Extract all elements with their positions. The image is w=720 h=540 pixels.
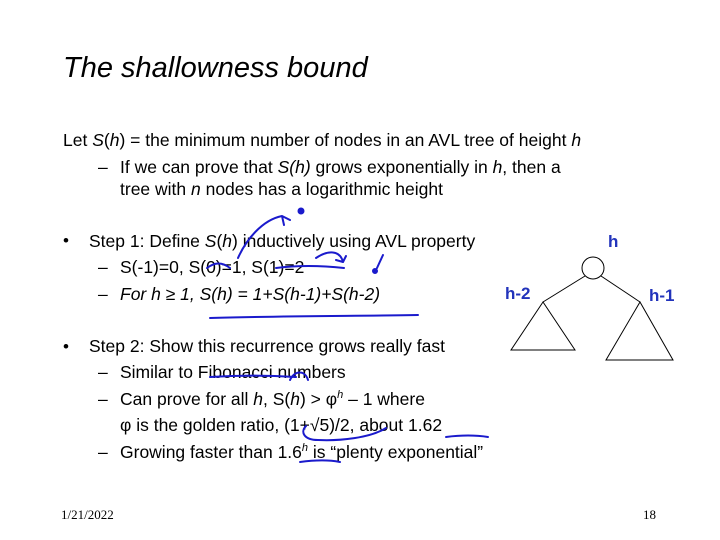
step1-base-cases: S(-1)=0, S(0)=1, S(1)=2	[120, 257, 305, 277]
tree-left-label: h-2	[505, 284, 531, 303]
definition-S: S	[92, 130, 104, 150]
sub1-line1-mid: grows exponentially in	[310, 157, 493, 177]
ink-arrow-definition	[238, 216, 290, 258]
step2-growing-dash: –	[98, 442, 108, 462]
definition-paren: (	[103, 130, 110, 150]
tree-left-subtree	[511, 302, 575, 350]
tree-root-label: h	[608, 232, 619, 251]
step1-recurrence: For h ≥ 1, S(h) = 1+S(h-1)+S(h-2)	[120, 284, 381, 304]
ink-circle-sqrt5	[303, 426, 386, 440]
avl-tree-diagram	[511, 257, 673, 360]
step1-h: h	[222, 231, 233, 251]
handwritten-annotations	[204, 209, 488, 463]
ink-arrow-base	[316, 252, 346, 262]
sub1-dash: –	[98, 157, 108, 177]
prove-post: – 1 where	[343, 389, 425, 409]
definition-h-end: h	[571, 130, 582, 150]
step1-base-dash: –	[98, 257, 108, 277]
prove-pre: Can prove for all	[120, 389, 254, 409]
sub1-line1-post: , then a	[502, 157, 561, 177]
tree-root-node	[582, 257, 604, 279]
prove-gt: ) >	[299, 389, 326, 409]
step1-recurrence-dash: –	[98, 284, 108, 304]
step1-paren: (	[216, 231, 223, 251]
ink-mark-base	[377, 255, 383, 268]
step2-fib: Similar to Fibonacci numbers	[120, 362, 346, 382]
ink-underline-fibonacci	[210, 376, 296, 378]
sub1-line2-pre: tree with	[120, 179, 191, 199]
step1-bullet: •	[63, 231, 69, 250]
step2-golden: φ is the golden ratio, (1+√5)/2, about 1.62	[120, 415, 443, 435]
slide-title: The shallowness bound	[63, 52, 368, 84]
growing-pre: Growing faster than 1.6	[120, 442, 302, 462]
ink-dot-top	[299, 209, 304, 214]
ink-underline-recurrence	[210, 315, 418, 318]
ink-underline-1.62	[446, 436, 488, 438]
definition-pre: Let	[63, 130, 93, 150]
growing-post: is “plenty exponential”	[308, 442, 484, 462]
step1-post: ) inductively using AVL property	[232, 231, 476, 251]
ink-curve-fibonacci	[290, 373, 308, 381]
sub1-n: n	[191, 179, 201, 199]
sub1-S-h: S(h)	[277, 157, 311, 177]
step2-prove-dash: –	[98, 389, 108, 409]
step1-pre: Step 1: Define	[89, 231, 205, 251]
step2-line: Step 2: Show this recurrence grows really fast	[89, 336, 445, 356]
ink-underline-1.6h	[300, 461, 340, 463]
tree-right-subtree	[606, 302, 673, 360]
tree-right-edge	[601, 276, 640, 302]
step1-S: S	[204, 231, 217, 251]
prove-phi-exp: h	[337, 389, 344, 402]
ink-dot-base	[373, 269, 377, 273]
tree-left-edge	[543, 276, 585, 302]
prove-h: h	[253, 389, 263, 409]
ink-underline-base	[207, 264, 344, 269]
prove-h2: h	[290, 389, 300, 409]
step2-fib-dash: –	[98, 362, 108, 382]
footer-page-number: 18	[643, 507, 656, 522]
definition-mid: ) = the minimum number of nodes in an AVL tree of height	[119, 130, 572, 150]
sub1-h: h	[492, 157, 503, 177]
growing-exp: h	[301, 442, 309, 455]
prove-phi: φ	[325, 389, 338, 409]
definition-h: h	[109, 130, 120, 150]
sub1-line2-post: nodes has a logarithmic height	[200, 179, 443, 199]
prove-mid: , S(	[263, 389, 291, 409]
tree-right-label: h-1	[649, 286, 675, 305]
step2-bullet: •	[63, 337, 69, 356]
sub1-line1-pre: If we can prove that	[120, 157, 278, 177]
footer-date: 1/21/2022	[61, 507, 114, 522]
